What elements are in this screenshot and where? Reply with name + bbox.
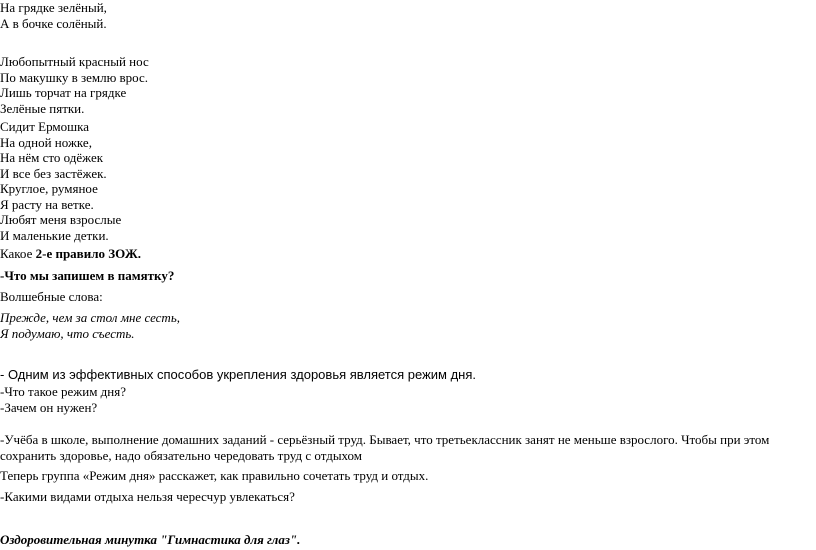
riddle-line: И все без застёжек. [0,165,107,181]
riddle-line: Зелёные пятки. [0,100,85,116]
riddle-cabbage [0,119,107,181]
exercise-title: Оздоровительная минутка "Гимнастика для глаз". [0,532,301,547]
riddle-line: На грядке зелёный, [0,0,107,15]
group-sentence: Теперь группа «Режим дня» расскажет, как правильно сочетать труд и отдых. [0,468,429,483]
riddle-line: Круглое, румяное [0,181,98,196]
regime-intro: - Одним из эффективных способов укрепления здоровья является режим дня. [0,367,477,382]
rule-question-bold: 2-е правило ЗОЖ. [35,246,141,261]
riddle-line: Лишь торчат на грядке [0,85,127,100]
riddle-line: По макушку в землю врос. [0,69,149,85]
riddle-line: А в бочке солёный. [0,15,107,31]
poem-line: Прежде, чем за стол мне сесть, [0,310,180,325]
rule-question [0,246,141,262]
riddle-apple [0,181,121,243]
riddle-line: Сидит Ермошка [0,119,90,134]
poem-line: Я подумаю, что съесть. [0,325,135,341]
riddle-line: Любопытный красный нос [0,54,149,69]
question-line: -Что такое режим дня? [0,384,126,399]
riddle-cucumber [0,0,107,31]
riddle-line: Любят меня взрослые [0,212,122,227]
magic-words-poem [0,310,180,341]
memo-question: -Что мы запишем в памятку? [0,268,175,283]
riddle-line: Я расту на ветке. [0,196,94,212]
riddle-line: На одной ножке, [0,134,92,150]
question-line: -Зачем он нужен? [0,399,98,415]
riddle-line: На нём сто одёжек [0,150,104,165]
regime-questions [0,384,126,415]
riddle-carrot [0,54,149,116]
magic-words-label: Волшебные слова: [0,289,103,304]
rule-question-prefix: Какое [0,246,36,261]
rest-question: -Какими видами отдыха нельзя чересчур увлекаться? [0,489,295,504]
study-paragraph: -Учёба в школе, выполнение домашних заданий - серьёзный труд. Бывает, что третьеклассник занят не меньше взрослого. Чтобы при этом сохранить здоровье, надо обязательно чередовать труд с отдыхом [0,432,770,463]
riddle-line: И маленькие детки. [0,227,109,243]
